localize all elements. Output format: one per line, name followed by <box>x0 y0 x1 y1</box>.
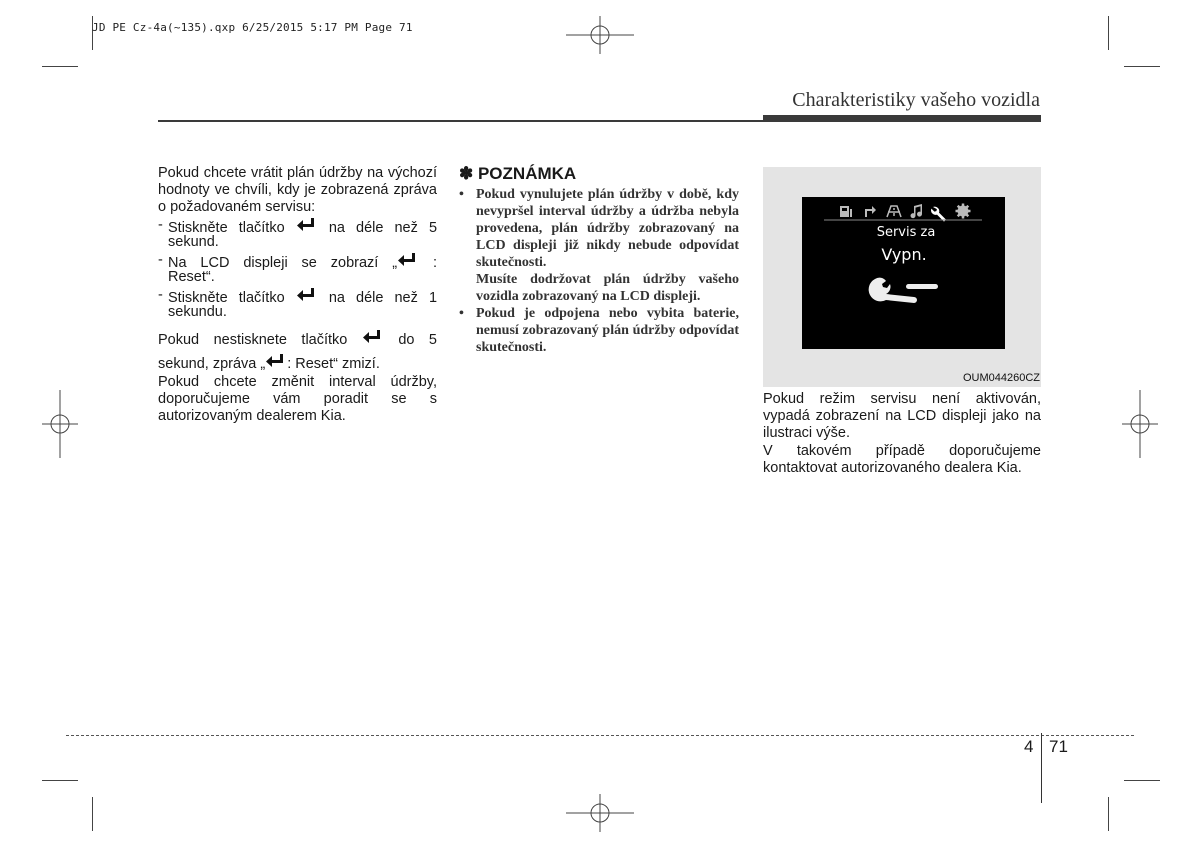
dealer-paragraph: Pokud chcete změnit interval údržby, doporučujeme vám poradit se s autorizovaným dealerem Kia. <box>158 374 437 424</box>
figure-caption: OUM044260CZ <box>962 372 1040 384</box>
route-icon <box>866 206 876 217</box>
intro-paragraph: Pokud chcete vrátit plán údržby na výchozí hodnoty ve chvíli, kdy je zobrazená zpráva o požadovaném servisu: <box>158 165 437 215</box>
chapter-number: 4 <box>1024 737 1034 756</box>
header-rule <box>158 120 764 122</box>
fuel-icon <box>840 206 852 217</box>
wrench-large-icon <box>869 278 938 303</box>
enter-icon <box>296 217 318 233</box>
header-rule-accent <box>763 115 1041 122</box>
footer-rule <box>66 735 1134 736</box>
road-icon <box>887 206 901 217</box>
step-3: - Stiskněte tlačítko na déle než 1 sekundu. <box>158 287 438 320</box>
contact-dealer-paragraph: V takovém případě doporučujeme kontaktovat autorizovaného dealera Kia. <box>763 443 1041 476</box>
timeout-paragraph: Pokud nestisknete tlačítko do 5 sekund, zpráva „ : Reset“ zmizí. <box>158 329 437 373</box>
note-bullet-2: • Pokud je odpojena nebo vybita baterie, nemusí zobrazovaný plán údržby odpovídat skutečnosti. <box>459 306 739 355</box>
section-title: Charakteristiky vašeho vozidla <box>792 89 1040 111</box>
inactive-service-paragraph: Pokud režim servisu není aktivován, vypadá zobrazení na LCD displeji jako na ilustraci výše. <box>763 391 1041 441</box>
note-bullet-1-continued: Musíte dodržovat plán údržby vašeho vozidla zobrazovaný na LCD displeji. <box>476 272 739 304</box>
footer-separator <box>1041 733 1042 803</box>
lcd-menu-icons <box>802 197 1005 349</box>
note-box <box>459 164 739 356</box>
note-bullet-1: • Pokud vynulujete plán údržby v době, kdy nevypršel interval údržby a údržba nebyla provedena, plán údržby zobrazovaný na LCD displeji již nikdy nebude odpovídat skutečnosti. <box>459 187 739 270</box>
lcd-line-2: Vypn. <box>881 245 927 264</box>
enter-icon <box>397 252 419 268</box>
lcd-display <box>802 197 1005 349</box>
lcd-line-1: Servis za <box>876 225 936 240</box>
enter-icon <box>296 287 318 303</box>
music-icon <box>911 204 923 218</box>
page-number: 71 <box>1049 737 1068 756</box>
note-title: ✽ POZNÁMKA <box>459 164 577 183</box>
column-left <box>158 165 437 425</box>
enter-icon <box>265 353 287 369</box>
column-right <box>763 391 1041 477</box>
enter-icon <box>362 329 384 345</box>
gear-icon <box>956 204 971 219</box>
step-2: - Na LCD displeji se zobrazí „ : Reset“. <box>158 252 438 285</box>
wrench-icon <box>931 207 946 222</box>
step-1: - Stiskněte tlačítko na déle než 5 sekund. <box>158 217 438 250</box>
print-slug: JD PE Cz-4a(~135).qxp 6/25/2015 5:17 PM Page 71 <box>92 21 413 34</box>
